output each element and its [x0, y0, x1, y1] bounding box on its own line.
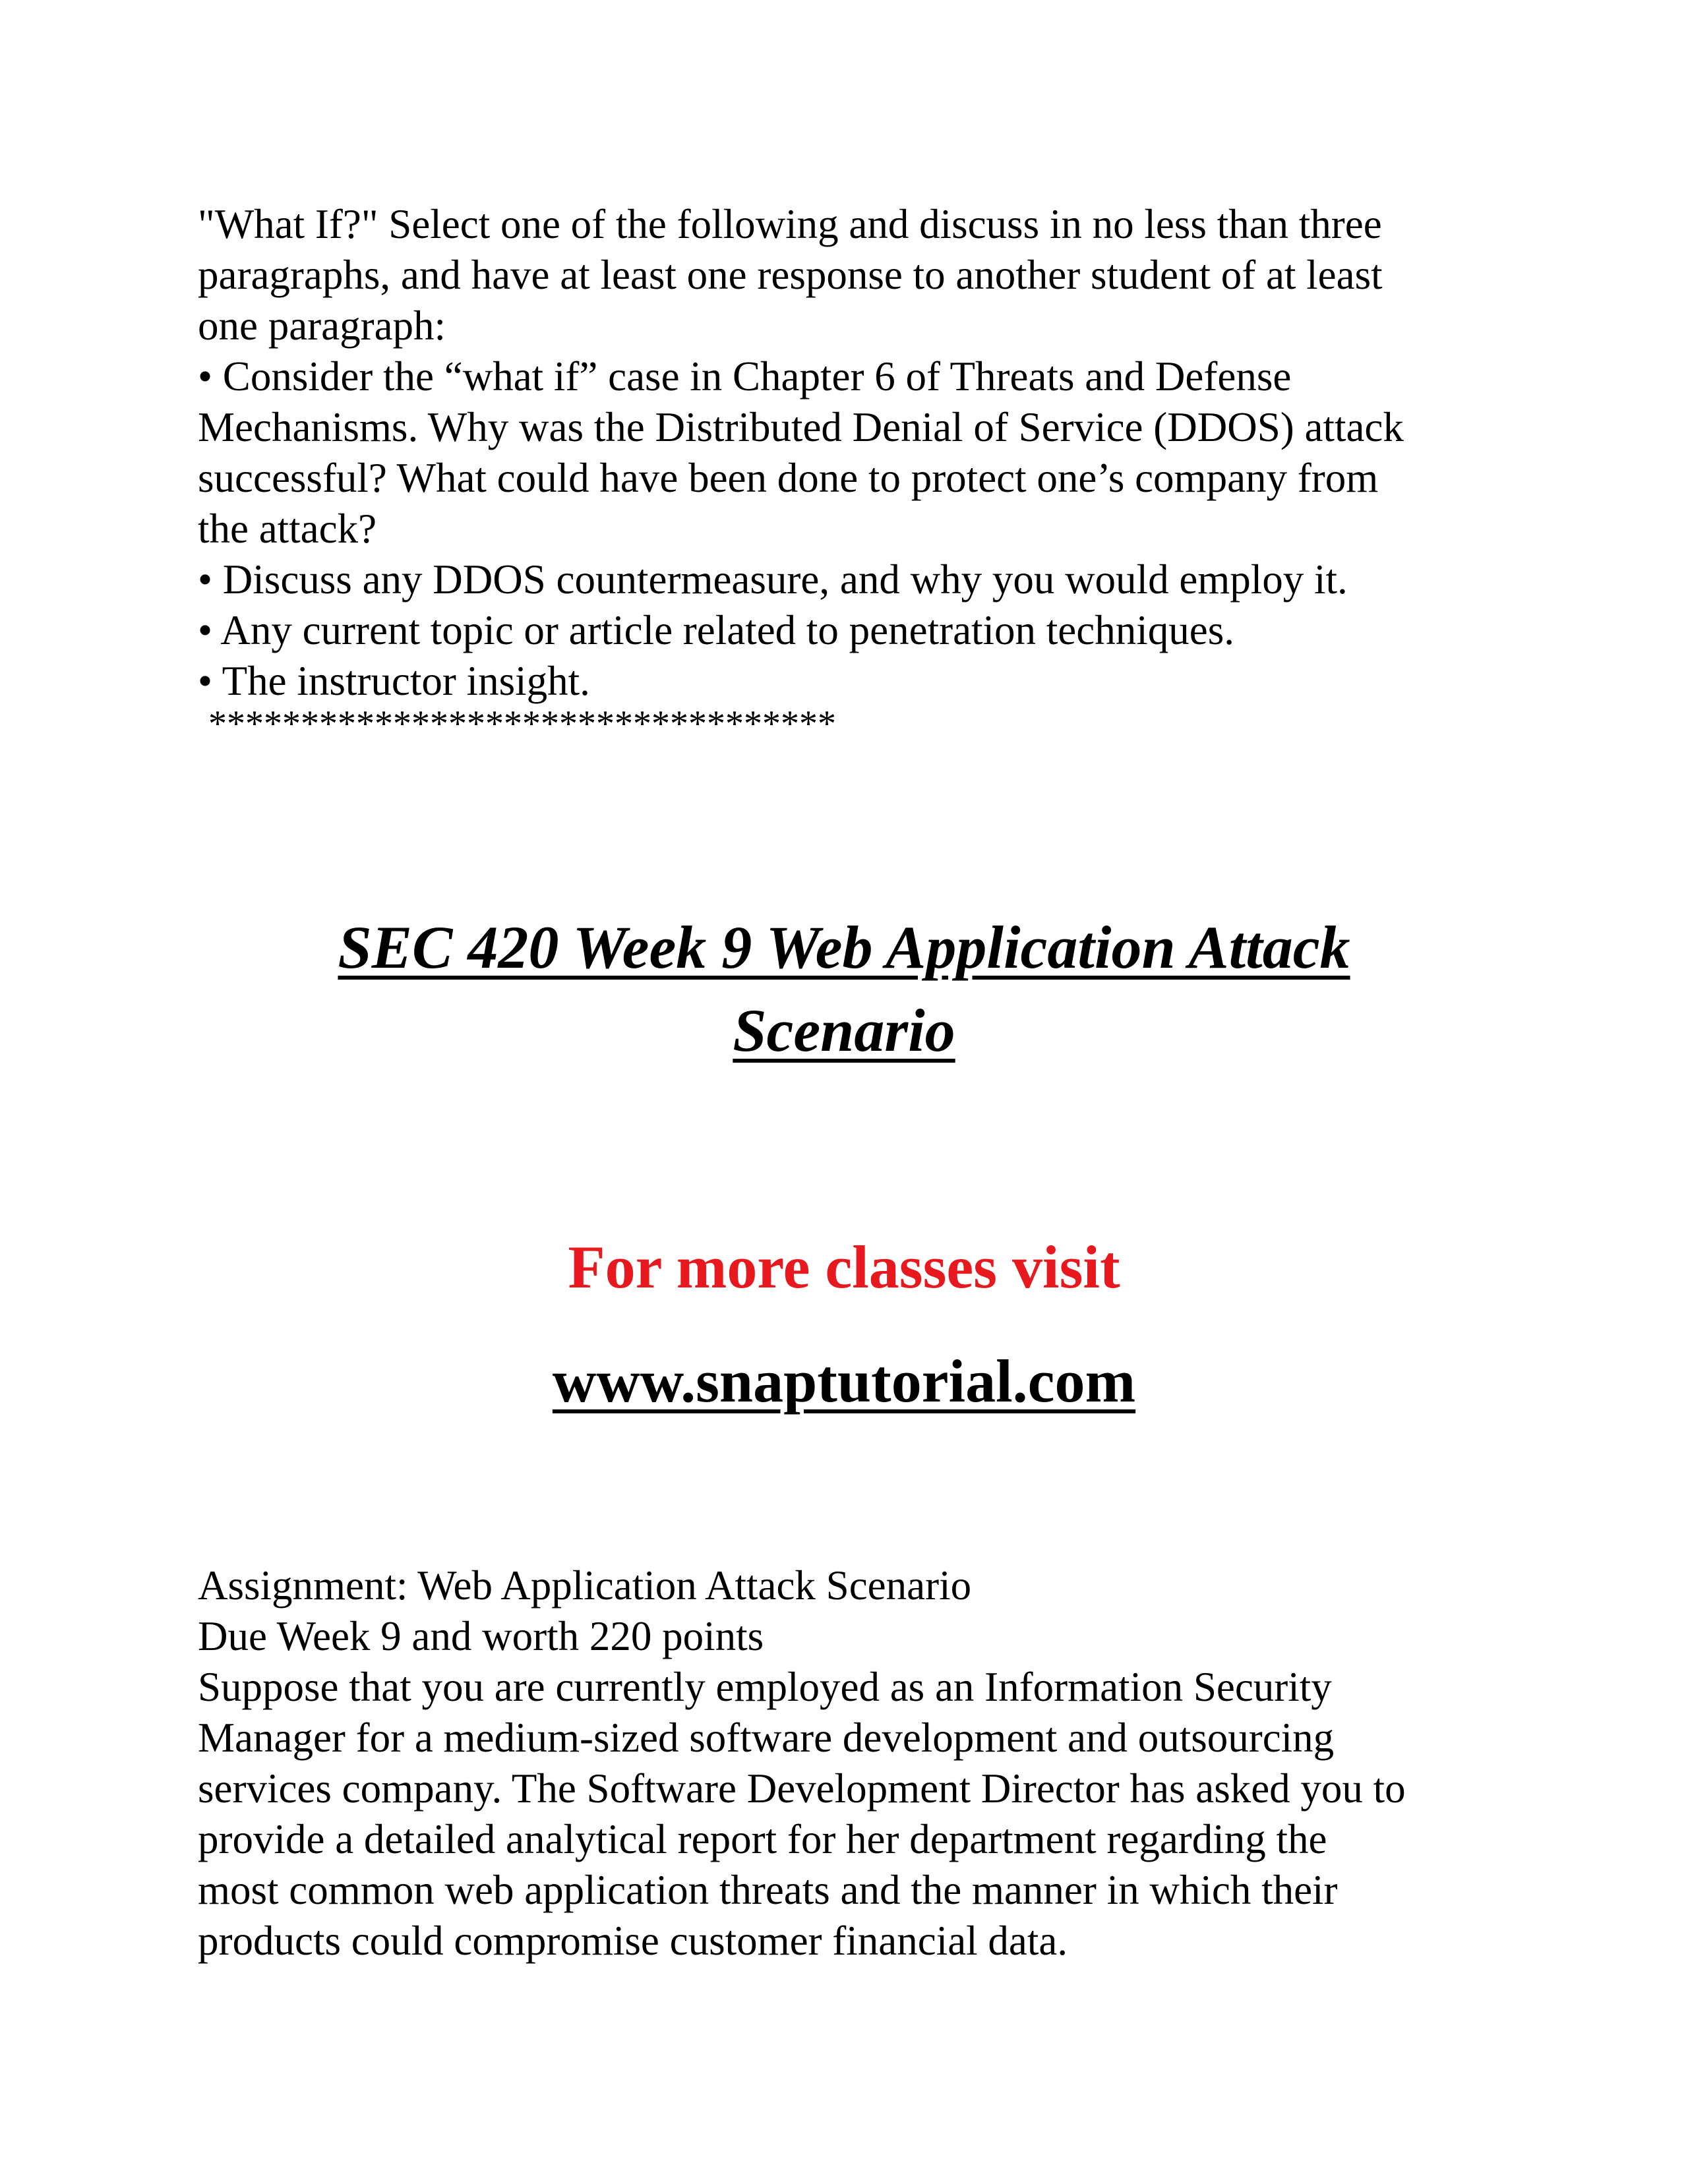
bullet-item-continued: the attack?: [198, 506, 377, 552]
assignment-line: Manager for a medium-sized software development and outsourcing: [198, 1715, 1335, 1761]
bullet-item: • The instructor insight.: [198, 658, 590, 704]
intro-line: paragraphs, and have at least one response to another student of at least: [198, 252, 1383, 298]
asterisk-separator: **********************************: [208, 703, 836, 744]
intro-paragraph: [198, 199, 1517, 707]
assignment-due: Due Week 9 and worth 220 points: [198, 1613, 764, 1659]
bullet-item-continued: successful? What could have been done to protect one’s company from: [198, 455, 1379, 501]
bullet-item: • Any current topic or article related to penetration techniques.: [198, 607, 1234, 653]
bullet-item: • Discuss any DDOS countermeasure, and why you would employ it.: [198, 556, 1348, 603]
assignment-line: services company. The Software Development Director has asked you to: [198, 1765, 1406, 1812]
website-link[interactable]: www.snaptutorial.com: [552, 1347, 1136, 1415]
assignment-title: Assignment: Web Application Attack Scenario: [198, 1562, 972, 1608]
intro-line: one paragraph:: [198, 303, 446, 349]
promo-text: For more classes visit: [568, 1233, 1120, 1301]
assignment-line: Suppose that you are currently employed as an Information Security: [198, 1664, 1332, 1710]
bullet-item: • Consider the “what if” case in Chapter 6 of Threats and Defense: [198, 353, 1292, 399]
assignment-line: products could compromise customer financial data.: [198, 1918, 1068, 1964]
page-title: SEC 420 Week 9 Web Application Attack: [338, 914, 1350, 981]
page-title-continued: Scenario: [733, 997, 955, 1064]
assignment-paragraph: [198, 1560, 1517, 1966]
intro-line: "What If?" Select one of the following and discuss in no less than three: [198, 201, 1382, 247]
assignment-line: provide a detailed analytical report for her department regarding the: [198, 1816, 1327, 1862]
assignment-line: most common web application threats and the manner in which their: [198, 1867, 1338, 1913]
bullet-item-continued: Mechanisms. Why was the Distributed Denial of Service (DDOS) attack: [198, 404, 1404, 450]
